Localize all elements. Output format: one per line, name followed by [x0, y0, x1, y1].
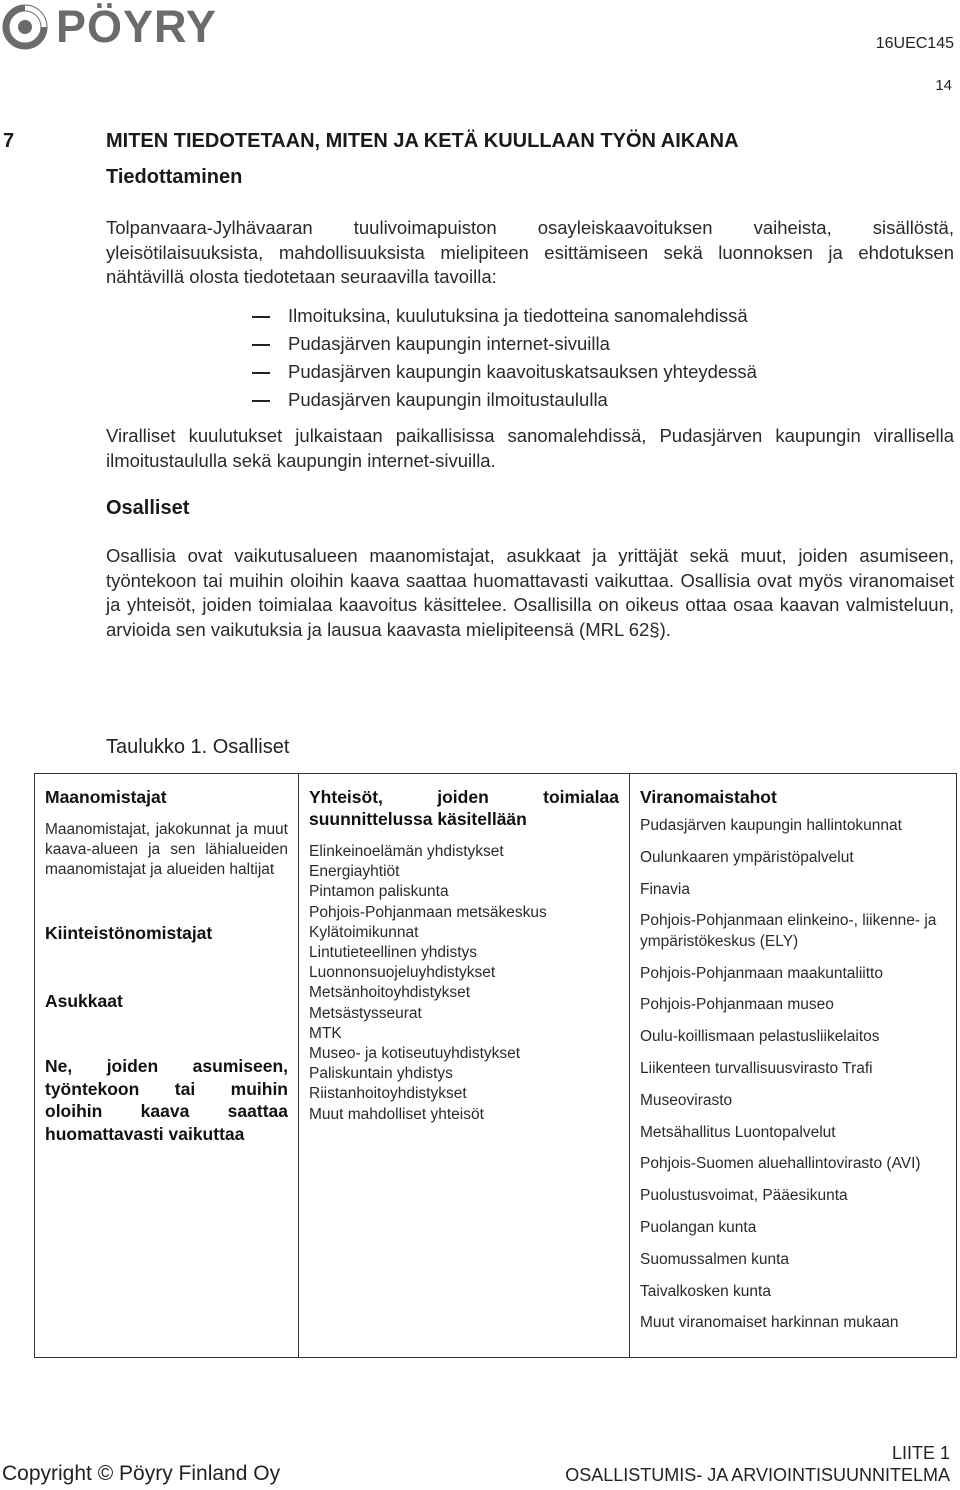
footer-doc-title: OSALLISTUMIS- JA ARVIOINTISUUNNITELMA	[565, 1465, 950, 1485]
maanomistajat-heading: Maanomistajat	[45, 787, 167, 807]
list-item: Taivalkosken kunta	[640, 1282, 771, 1300]
appendix-label: LIITE 1	[891, 1443, 950, 1463]
list-item: Pohjois-Pohjanmaan elinkeino-, liikenne- ja ympäristökeskus (ELY)	[640, 912, 937, 950]
list-item: Pudasjärven kaupungin kaavoituskatsauksen yhteydessä	[252, 358, 757, 386]
footer-copyright: Copyright © Pöyry Finland Oy	[2, 1462, 281, 1485]
list-item: Metsästysseurat	[309, 1004, 422, 1022]
document-id: 16UEC145	[875, 35, 954, 52]
yhteisot-cell	[299, 774, 630, 1358]
footer-doc-info	[565, 1442, 950, 1486]
logo-wordmark: PÖYRY	[56, 1, 217, 52]
list-item: Elinkeinoelämän yhdistykset	[309, 843, 504, 860]
dash-bullet-icon	[252, 372, 270, 374]
tiedottaminen-intro: Tolpanvaara-Jylhävaaran tuulivoimapuiston osayleiskaavoituksen vaiheista, sisällöstä, yleisötilaisuuksista, mahdollisuuksista mielipiteen esittämiseen sekä luonnoksen ja ehdotuksen nähtävillä olosta tiedotetaan seuraavilla tavoilla:	[106, 217, 954, 287]
asukkaat-heading: Asukkaat	[45, 990, 123, 1011]
list-item: Puolustusvoimat, Pääesikunta	[640, 1187, 848, 1205]
yhteisot-heading: Yhteisöt, joiden toimialaa suunnittelussa käsitellään	[309, 787, 619, 829]
kiinteistonomistajat-heading: Kiinteistönomistajat	[45, 923, 213, 943]
dash-bullet-icon	[252, 316, 270, 318]
list-item: Lintutieteellinen yhdistys	[309, 944, 478, 962]
osalliset-table	[34, 773, 957, 1358]
tiedotus-list	[252, 302, 757, 414]
list-item: Muut mahdolliset yhteisöt	[309, 1105, 484, 1123]
list-item: Museo- ja kotiseutuyhdistykset	[309, 1045, 521, 1063]
list-item: Luonnonsuojeluyhdistykset	[309, 964, 496, 982]
list-item: MTK	[309, 1024, 342, 1042]
section-number: 7	[3, 130, 15, 152]
list-item: Kylätoimikunnat	[309, 923, 419, 941]
table-caption: Taulukko 1. Osalliset	[106, 736, 290, 758]
poyry-logo-icon	[2, 4, 48, 50]
list-item: Pintamon paliskunta	[309, 883, 449, 901]
section-title: MITEN TIEDOTETAAN, MITEN JA KETÄ KUULLAAN TYÖN AIKANA	[106, 130, 739, 152]
list-item: Pohjois-Suomen aluehallintovirasto (AVI)	[640, 1155, 921, 1173]
page-number: 14	[935, 77, 952, 94]
viranomaistahot-cell	[630, 774, 957, 1358]
list-item: Pudasjärven kaupungin internet-sivuilla	[252, 330, 757, 358]
osalliset-heading: Osalliset	[106, 497, 190, 519]
list-item: Oulu-koillismaan pelastusliikelaitos	[640, 1028, 880, 1046]
maanomistajat-cell	[35, 774, 299, 1358]
list-item: Pohjois-Pohjanmaan metsäkeskus	[309, 903, 547, 921]
list-item: Liikenteen turvallisuusvirasto Trafi	[640, 1060, 873, 1078]
osalliset-text: Osallisia ovat vaikutusalueen maanomistajat, asukkaat ja yrittäjät sekä muut, joiden asumiseen, työntekoon tai muihin oloihin kaava saattaa huomattavasti vaikuttaa. Osallisia ovat myös viranomaiset ja yhteisöt, joiden toimialaa kaavoitus käsittelee. Osallisilla on oikeus ottaa osaa kaavan valmisteluun, arvioida sen vaikutuksia ja lausua kaavasta mielipiteensä (MRL 62§).	[106, 545, 954, 640]
list-item: Riistanhoitoyhdistykset	[309, 1085, 467, 1103]
list-item: Ilmoituksina, kuulutuksina ja tiedotteina sanomalehdissä	[252, 302, 757, 330]
viranomaistahot-list	[640, 816, 946, 1334]
list-item: Pudasjärven kaupungin ilmoitustaululla	[252, 386, 757, 414]
list-item: Pohjois-Pohjanmaan museo	[640, 996, 834, 1014]
list-item: Energiayhtiöt	[309, 863, 400, 881]
yhteisot-list	[309, 842, 619, 1125]
list-item: Museovirasto	[640, 1091, 733, 1109]
list-item: Metsänhoitoyhdistykset	[309, 984, 471, 1002]
list-item: Paliskuntain yhdistys	[309, 1065, 453, 1083]
list-item: Metsähallitus Luontopalvelut	[640, 1123, 836, 1141]
list-item: Oulunkaaren ympäristöpalvelut	[640, 848, 854, 866]
ne-joiden-heading: Ne, joiden asumiseen, työntekoon tai muihin oloihin kaava saattaa huomattavasti vaikuttaa	[45, 1056, 288, 1144]
list-item: Pudasjärven kaupungin hallintokunnat	[640, 817, 902, 834]
list-item: Muut viranomaiset harkinnan mukaan	[640, 1314, 899, 1332]
tiedottaminen-outro: Viralliset kuulutukset julkaistaan paikallisissa sanomalehdissä, Pudasjärven kaupungin virallisella ilmoitustaululla sekä kaupungin internet-sivuilla.	[106, 425, 954, 471]
maanomistajat-text: Maanomistajat, jakokunnat ja muut kaava-alueen ja sen lähialueiden maanomistajat ja alueiden haltijat	[45, 821, 288, 878]
viranomaistahot-heading: Viranomaistahot	[640, 787, 777, 807]
poyry-logo	[2, 2, 217, 52]
list-item: Suomussalmen kunta	[640, 1250, 790, 1268]
table-row	[35, 774, 957, 1358]
list-item: Finavia	[640, 880, 690, 898]
dash-bullet-icon	[252, 400, 270, 402]
list-item: Puolangan kunta	[640, 1219, 757, 1237]
tiedottaminen-heading: Tiedottaminen	[106, 166, 243, 188]
list-item: Pohjois-Pohjanmaan maakuntaliitto	[640, 964, 883, 982]
dash-bullet-icon	[252, 344, 270, 346]
